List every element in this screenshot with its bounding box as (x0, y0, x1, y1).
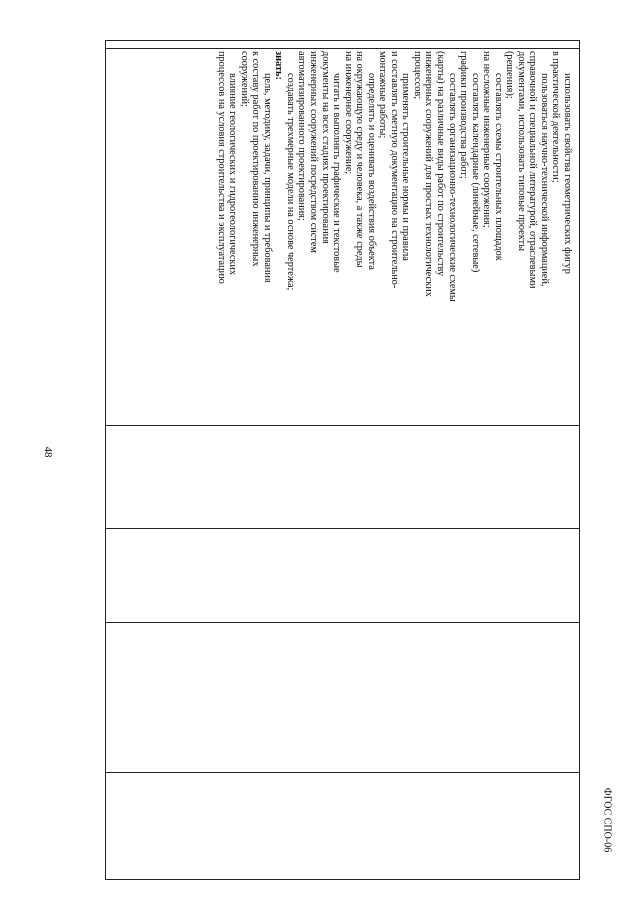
requirement-line: использовать свойства геометрических фигур (562, 73, 573, 274)
requirement-line: монтажные работы; (377, 51, 389, 139)
page-number: 48 (42, 446, 54, 458)
requirement-line: создавать трехмерные модели на основе чертежа; (284, 73, 296, 291)
requirement-line: автоматизированного проектирования; (296, 51, 308, 221)
requirement-line: составлять календарные (линейные, сетевые) (469, 73, 481, 273)
requirement-line: влияние геологических и гидрогеологических (227, 73, 239, 276)
requirement-line: инженерных сооружений для простых технологических (423, 51, 435, 297)
table-column-discipline (106, 623, 579, 773)
requirement-line: и составлять сметную документацию на строительно- (388, 51, 400, 289)
requirement-line: документами, использовать типовые проекты (515, 51, 527, 251)
requirement-line: составлять организационно-технологические схемы (446, 73, 458, 302)
requirement-line: сооружений; (238, 51, 250, 107)
requirement-line: процессов; (411, 51, 423, 100)
requirement-line: к составу работ по проектированию инженерных (250, 51, 262, 267)
requirement-line: процессов на условия строительства и эксплуатацию (215, 51, 227, 284)
requirement-line: графики производства работ; (458, 51, 470, 179)
requirement-line: на несложные инженерные сооружения; (481, 51, 493, 228)
requirements-text (215, 51, 573, 421)
requirement-line: читать и выполнять графические и текстовые (331, 73, 343, 273)
table-column-competence-codes (106, 773, 579, 881)
table-column-hours-mandatory (106, 529, 579, 623)
requirement-line: в практической деятельности; (550, 51, 562, 183)
requirement-line: составлять схемы строительных площадок (492, 73, 504, 261)
table-column-index (106, 41, 579, 49)
requirement-line: инженерных сооружений посредством систем (307, 51, 319, 253)
requirement-line: на инженерное сооружение; (342, 51, 354, 175)
requirement-line: знать: (273, 51, 285, 80)
footer-standard-code: ФГОС СПО-06 (601, 787, 613, 853)
requirement-line: применять строительные нормы и правила (400, 73, 412, 261)
requirement-line: (карты) на различные виды работ по строительству (434, 51, 446, 277)
requirement-line: (решения); (504, 51, 516, 99)
competency-table (105, 40, 580, 880)
table-region (105, 40, 580, 880)
table-column-hours-max (106, 426, 579, 529)
requirement-line: пользоваться научно-технической информацией, (538, 73, 550, 287)
requirement-line: справочной и специальной литературой, отраслевыми (527, 51, 539, 289)
requirement-line: цель, методику, задачи, принципы и требования (261, 73, 273, 283)
table-column-requirements (106, 49, 579, 426)
requirement-line: определять и оценивать воздействия объекта (365, 73, 377, 270)
requirement-line: документы на всех стадиях проектирования (319, 51, 331, 244)
requirement-line: на окружающую среду и человека, а также среды (354, 51, 366, 268)
